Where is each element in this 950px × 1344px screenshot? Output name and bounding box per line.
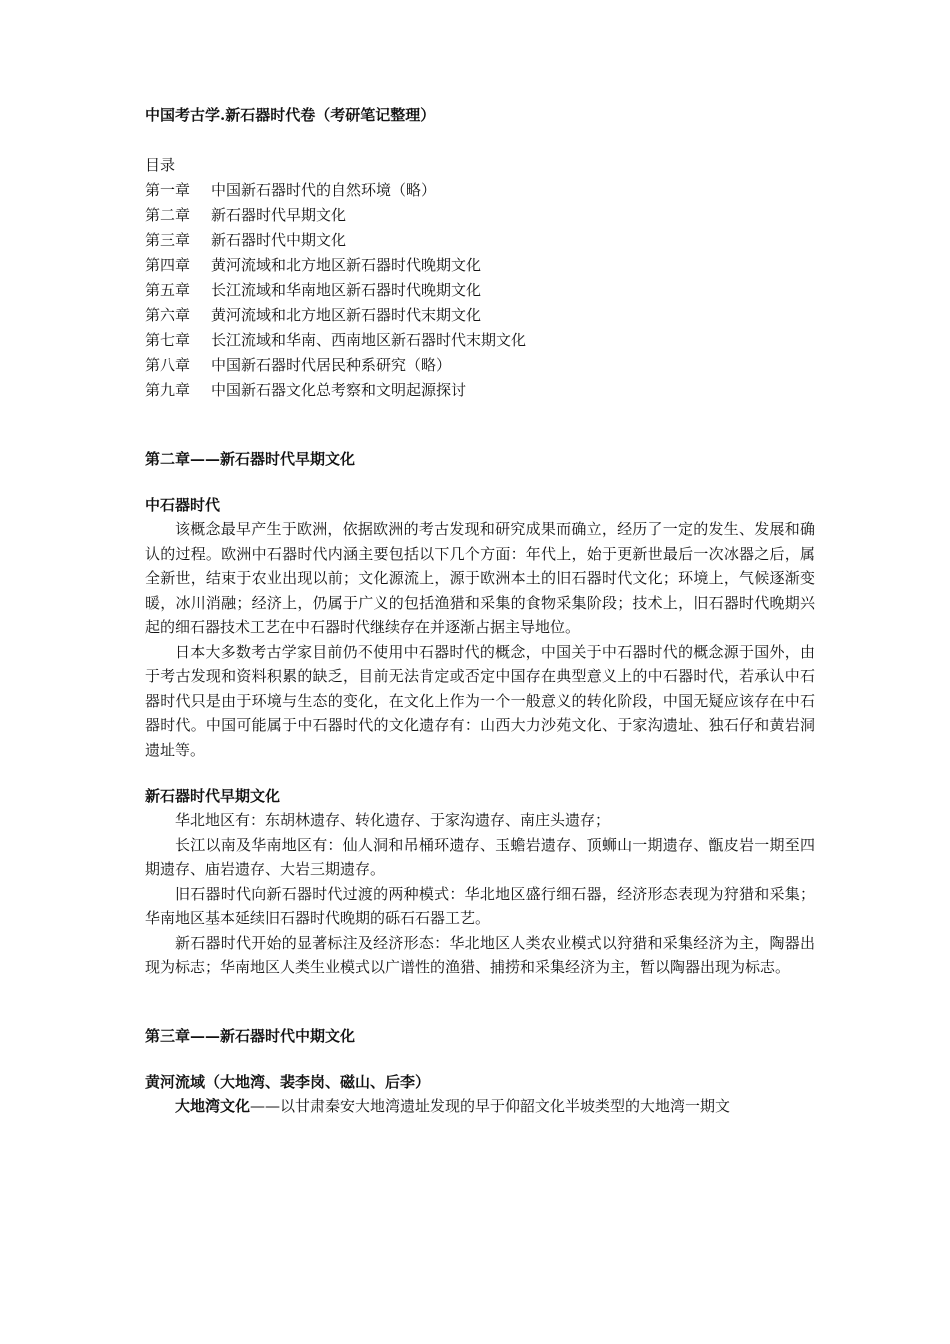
- toc-chapter-number: 第六章: [145, 306, 191, 324]
- toc-item: [145, 328, 815, 353]
- paragraph: 日本大多数考古学家目前仍不使用中石器时代的概念，中国关于中石器时代的概念源于国外，由于考古发现和资料积累的缺乏，目前无法肯定或否定中国存在典型意义上的中石器时代，若承认中石器时代只是由于环境与生态的变化，在文化上作为一个一般意义的转化阶段，中国无疑应该存在中石器时代。中国可能属于中石器时代的文化遗存有：山西大力沙苑文化、于家沟遗址、独石仔和黄岩洞遗址等。: [145, 642, 815, 759]
- toc-heading: 目录: [145, 156, 176, 174]
- section-mesolithic-heading: 中石器时代: [145, 496, 221, 514]
- toc-chapter-number: 第五章: [145, 281, 191, 299]
- toc-item: [145, 253, 815, 278]
- toc-chapter-title: 长江流域和华南地区新石器时代晚期文化: [211, 281, 482, 299]
- toc-chapter-title: 新石器时代中期文化: [211, 231, 347, 249]
- paragraph: 旧石器时代向新石器时代过渡的两种模式：华北地区盛行细石器，经济形态表现为狩猎和采集；华南地区基本延续旧石器时代晚期的砾石石器工艺。: [145, 884, 815, 927]
- toc-item: [145, 278, 815, 303]
- paragraph: 长江以南及华南地区有：仙人洞和吊桶环遗存、玉蟾岩遗存、顶蛳山一期遗存、甑皮岩一期至四期遗存、庙岩遗存、大岩三期遗存。: [145, 835, 815, 878]
- toc-item: [145, 353, 815, 378]
- toc-chapter-title: 新石器时代早期文化: [211, 206, 347, 224]
- paragraph: 华北地区有：东胡林遗存、转化遗存、于家沟遗存、南庄头遗存；: [175, 811, 611, 829]
- document-page: [145, 103, 815, 1118]
- term-dadiwan-culture: 大地湾文化: [175, 1096, 251, 1115]
- toc-chapter-number: 第二章: [145, 206, 191, 224]
- chapter-3-heading: 第三章——新石器时代中期文化: [145, 1026, 356, 1045]
- toc-item: [145, 178, 815, 203]
- document-title: 中国考古学.新石器时代卷（考研笔记整理）: [145, 106, 436, 124]
- toc-item: [145, 378, 815, 403]
- toc-chapter-number: 第一章: [145, 181, 191, 199]
- section-yellow-river-heading: 黄河流域（大地湾、裴李岗、磁山、后李）: [145, 1072, 431, 1091]
- toc-item: [145, 203, 815, 228]
- table-of-contents: [145, 178, 815, 403]
- paragraph: 新石器时代开始的显著标注及经济形态：华北地区人类农业模式以狩猎和采集经济为主，陶器出现为标志；华南地区人类生业模式以广谱性的渔猎、捕捞和采集经济为主，暂以陶器出现为标志。: [145, 933, 815, 976]
- toc-chapter-title: 长江流域和华南、西南地区新石器时代末期文化: [211, 331, 527, 349]
- toc-chapter-title: 黄河流域和北方地区新石器时代末期文化: [211, 306, 482, 324]
- paragraph: [145, 1094, 815, 1119]
- paragraph-text: ——以甘肃秦安大地湾遗址发现的早于仰韶文化半坡类型的大地湾一期文: [250, 1096, 731, 1115]
- toc-chapter-title: 中国新石器时代居民种系研究（略）: [211, 356, 452, 374]
- toc-item: [145, 303, 815, 328]
- toc-chapter-title: 中国新石器文化总考察和文明起源探讨: [211, 381, 467, 399]
- paragraph: 该概念最早产生于欧洲，依据欧洲的考古发现和研究成果而确立，经历了一定的发生、发展和确认的过程。欧洲中石器时代内涵主要包括以下几个方面：年代上，始于更新世最后一次冰器之后，属全新世，结束于农业出现以前；文化源流上，源于欧洲本土的旧石器时代文化；环境上，气候逐渐变暖，冰川消融；经济上，仍属于广义的包括渔猎和采集的食物采集阶段；技术上，旧石器时代晚期兴起的细石器技术工艺在中石器时代继续存在并逐渐占据主导地位。: [145, 520, 815, 636]
- toc-chapter-number: 第三章: [145, 231, 191, 249]
- toc-chapter-number: 第九章: [145, 381, 191, 399]
- chapter-2-heading: 第二章——新石器时代早期文化: [145, 450, 356, 468]
- toc-chapter-title: 中国新石器时代的自然环境（略）: [211, 181, 437, 199]
- toc-item: [145, 228, 815, 253]
- toc-chapter-title: 黄河流域和北方地区新石器时代晚期文化: [211, 256, 482, 274]
- toc-chapter-number: 第四章: [145, 256, 191, 274]
- toc-chapter-number: 第七章: [145, 331, 191, 349]
- section-early-neolithic-heading: 新石器时代早期文化: [145, 787, 281, 805]
- toc-chapter-number: 第八章: [145, 356, 191, 374]
